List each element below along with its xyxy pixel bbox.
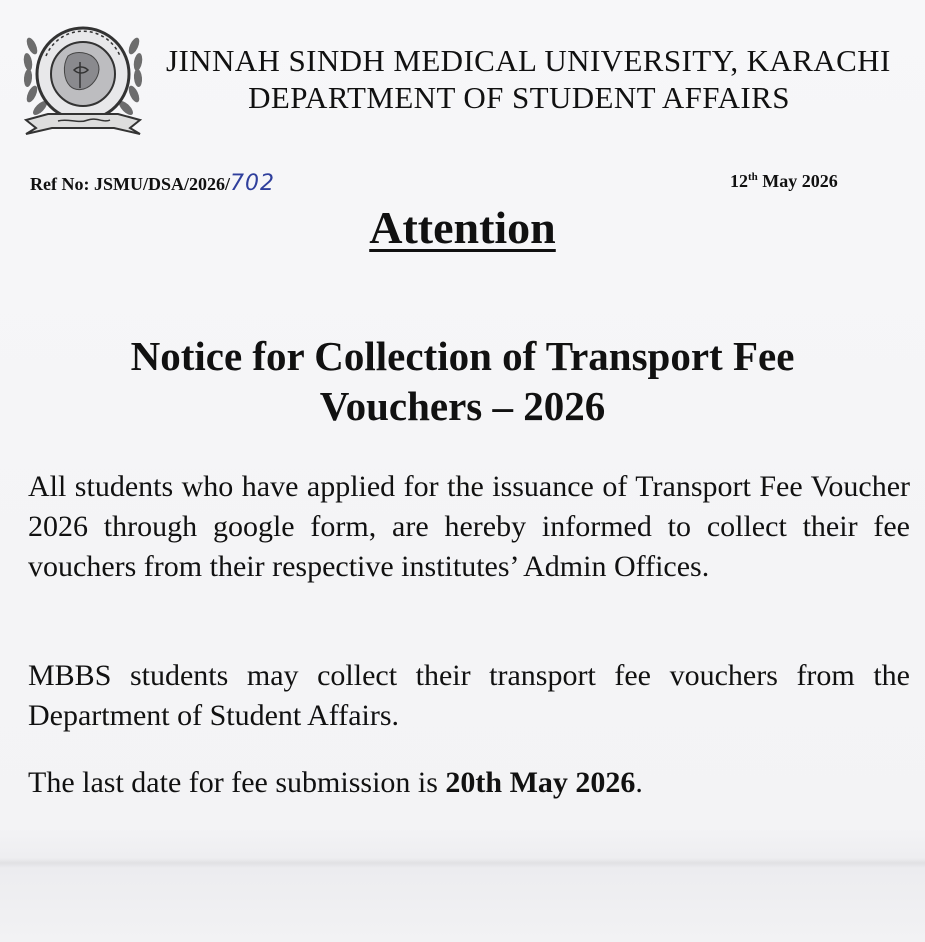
last-date-prefix: The last date for fee submission is <box>28 766 446 799</box>
paper-fold-shadow <box>0 858 925 868</box>
university-name: JINNAH SINDH MEDICAL UNIVERSITY, KARACHI <box>166 43 891 78</box>
date-day: 12 <box>730 171 748 191</box>
paragraph-last-date <box>28 763 910 803</box>
date-month-year: May 2026 <box>757 171 838 191</box>
notice-date <box>730 171 838 192</box>
last-date-suffix: . <box>635 766 643 799</box>
reference-handwritten-number: 702 <box>230 171 275 196</box>
reference-label: Ref No: JSMU/DSA/2026/ <box>30 174 230 194</box>
last-date-value: 20th May 2026 <box>445 766 636 799</box>
attention-heading: Attention <box>369 202 556 253</box>
date-suffix: th <box>748 171 758 183</box>
paragraph-mbbs-info: MBBS students may collect their transport fee vouchers from the Department of Student Affairs. <box>28 659 910 732</box>
university-logo <box>18 16 148 138</box>
reference-number <box>30 171 275 196</box>
notice-title: Notice for Collection of Transport Fee Vouchers – 2026 <box>130 333 795 429</box>
paragraph-collection-info: All students who have applied for the issuance of Transport Fee Voucher 2026 through google form, are hereby informed to collect their fee vouchers from their respective institutes’ Admin Offices. <box>28 470 910 583</box>
department-name: DEPARTMENT OF STUDENT AFFAIRS <box>248 80 790 115</box>
